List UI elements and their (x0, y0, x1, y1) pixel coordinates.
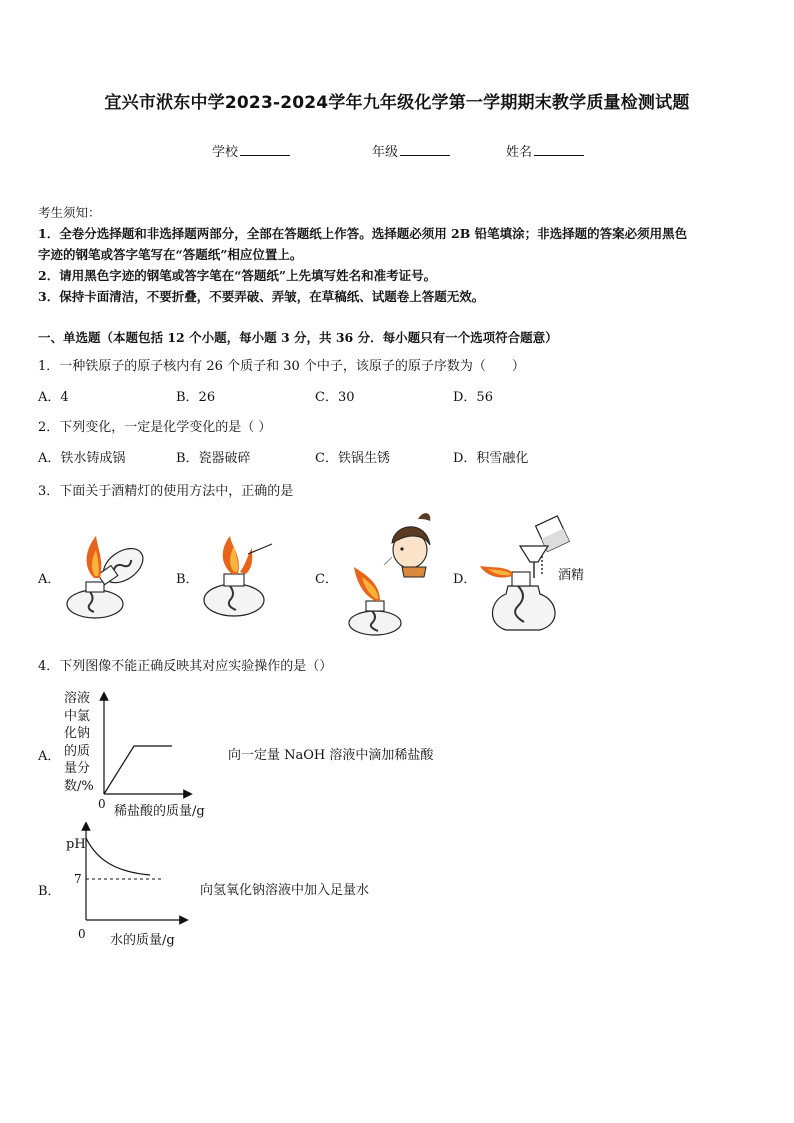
q2-option-a: A．铁水铸成锅 (38, 451, 126, 466)
school-field (212, 141, 290, 160)
q4-a-ylabel-line: 的质 (64, 743, 91, 759)
q3-d-alcohol-label: 酒精 (558, 568, 585, 583)
q1-option-b: B．26 (176, 390, 216, 405)
notice-line-3: 3．保持卡面清洁，不要折叠，不要弄破、弄皱，在草稿纸、试题卷上答题无效。 (38, 289, 485, 304)
q4-a-ylabel-line: 数/% (64, 778, 94, 794)
notice-line-2: 2．请用黑色字迹的钢笔或答字笔在“答题纸”上先填写姓名和准考证号。 (38, 268, 437, 283)
question-2-stem: 2．下列变化，一定是化学变化的是（ ） (38, 420, 272, 435)
q4-a-graph (96, 690, 196, 800)
q3-option-b-label: B． (176, 572, 199, 587)
q4-b-curve (86, 838, 150, 875)
name-label: 姓名 (506, 145, 533, 160)
q3-option-c-label: C． (315, 572, 338, 587)
notice-line-1b: 字迹的钢笔或答字笔写在“答题纸”相应位置上。 (38, 247, 303, 262)
q4-option-a-label: A． (38, 749, 61, 764)
page-title: 宜兴市洑东中学2023-2024学年九年级化学第一学期期末教学质量检测试题 (104, 93, 690, 113)
q4-a-ylabel-line: 中氯 (64, 708, 91, 724)
q4-a-ylabel-line: 溶液 (64, 691, 91, 706)
grade-blank (400, 143, 450, 156)
q4-a-ylabel-line: 量分 (64, 761, 91, 776)
q2-option-c: C．铁锅生锈 (315, 451, 390, 466)
q4-a-xlabel: 稀盐酸的质量/g (114, 804, 205, 819)
q3-b-blowing-out-flame (196, 532, 276, 622)
q4-a-ylabel (64, 690, 94, 795)
school-blank (240, 143, 290, 156)
school-label: 学校 (212, 145, 239, 160)
notice-line-1: 1．全卷分选择题和非选择题两部分，全部在答题纸上作答。选择题必须用 2B 铅笔填涂；非选择题的答案必须用黑色 (38, 226, 688, 241)
grade-field (372, 141, 450, 160)
question-4-stem: 4．下列图像不能正确反映其对应实验操作的是（） (38, 659, 333, 674)
q4-b-graph (80, 822, 190, 926)
q4-a-origin: 0 (98, 797, 106, 811)
q4-a-description: 向一定量 NaOH 溶液中滴加稀盐酸 (228, 748, 434, 763)
q4-b-ylabel: pH (66, 837, 86, 852)
q4-a-curve (104, 746, 172, 794)
q1-option-d: D．56 (453, 390, 493, 405)
q4-option-b-label: B． (38, 884, 61, 899)
q2-option-b: B．瓷器破碎 (176, 451, 251, 466)
q1-option-c: C．30 (315, 390, 355, 405)
q4-b-tick-7: 7 (74, 872, 82, 886)
q3-option-d-label: D． (453, 572, 477, 587)
question-3-stem: 3．下面关于酒精灯的使用方法中，正确的是 (38, 484, 294, 499)
q2-option-d: D．积雪融化 (453, 451, 529, 466)
q1-option-a: A．4 (38, 390, 69, 405)
q4-b-xlabel: 水的质量/g (110, 933, 175, 948)
q4-b-description: 向氢氧化钠溶液中加入足量水 (200, 883, 370, 898)
notice-heading: 考生须知： (38, 205, 101, 220)
name-blank (534, 143, 584, 156)
q4-a-ylabel-line: 化钠 (64, 726, 91, 741)
question-1-stem: 1．一种铁原子的原子核内有 26 个质子和 30 个中子，该原子的原子序数为（ ） (38, 359, 525, 374)
q4-b-origin: 0 (78, 927, 86, 941)
q3-a-lamp-lighting-from-lamp (60, 526, 155, 626)
q3-option-a-label: A． (38, 572, 61, 587)
q3-c-person-blowing-lamp (340, 505, 435, 640)
grade-label: 年级 (372, 145, 399, 160)
name-field (506, 141, 584, 160)
section-heading: 一、单选题（本题包括 12 个小题，每小题 3 分，共 36 分．每小题只有一个选项符合题意） (38, 330, 558, 345)
